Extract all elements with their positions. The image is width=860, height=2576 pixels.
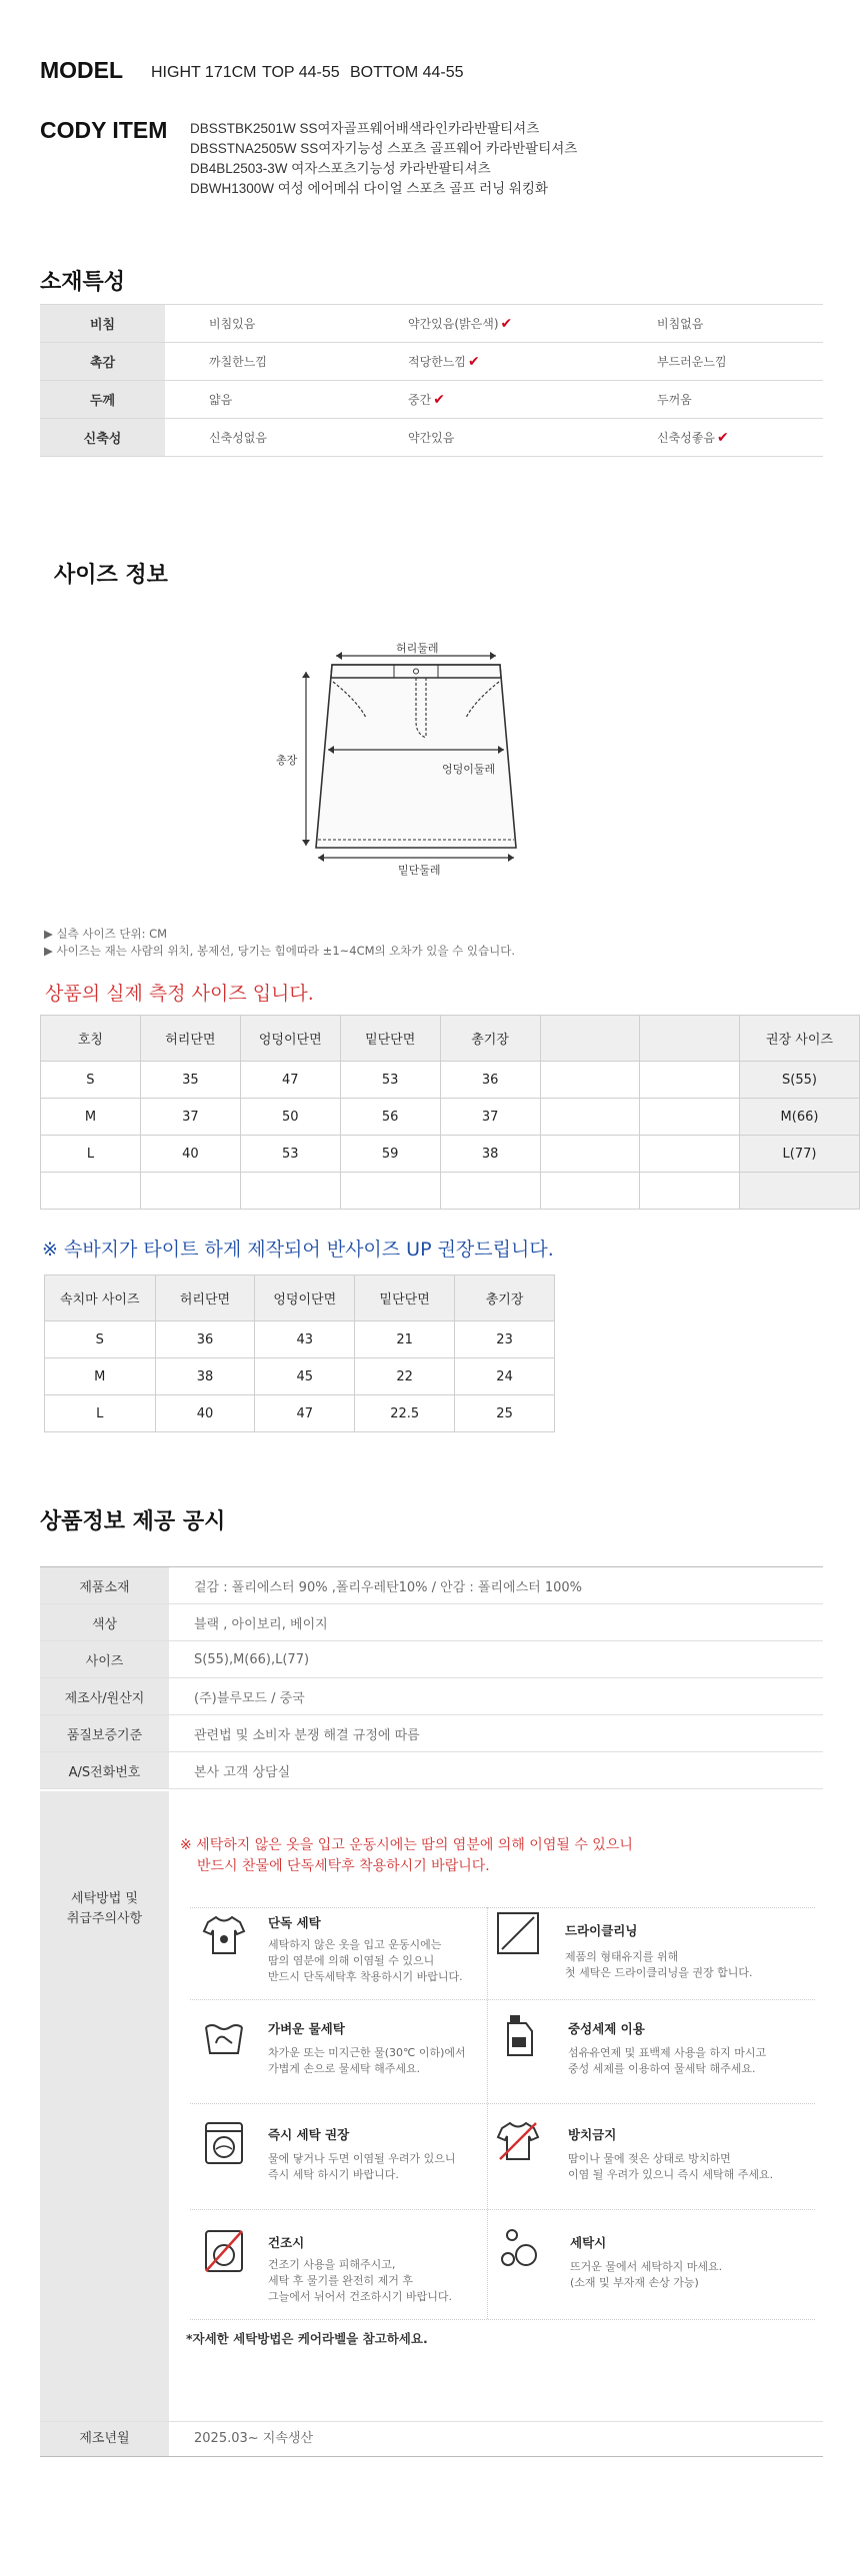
care-item-desc [568,2151,818,2183]
diagram-waist-label: 허리둘레 [396,642,439,655]
size-table-cell [640,1173,740,1210]
size-table-cell: S(55) [740,1062,860,1099]
size-table-header-cell: 권장 사이즈 [740,1016,860,1062]
size-table-cell: L [45,1395,156,1432]
care-desc-line: 반드시 단독세탁후 착용하시기 바랍니다. [268,1970,463,1983]
material-option [165,381,364,419]
care-desc-line: 그늘에서 뉘어서 건조하시기 바랍니다. [268,2290,453,2303]
size-table-row [41,1136,860,1173]
care-item-title: 드라이클리닝 [565,1923,638,1938]
size-table-cell: S [45,1321,156,1358]
product-info-label: 색상 [40,1604,169,1641]
size-table-cell: L [41,1136,141,1173]
care-label-line: 세탁방법 및 [71,1891,138,1906]
product-info-row [40,1641,823,1678]
material-row-label: 두께 [40,381,165,419]
size-table-cell: M(66) [740,1099,860,1136]
date-label: 제조년월 [40,2422,169,2456]
cody-item-label: CODY ITEM [40,117,168,143]
size-table-cell: 38 [155,1358,255,1395]
care-desc-line: 세탁 후 물기를 완전히 제거 후 [268,2274,413,2287]
care-grid-line [190,2209,815,2210]
material-option [165,419,364,457]
size-table-cell: 45 [255,1358,355,1395]
size-note-tolerance: ▶ 사이즈는 재는 사람의 위치, 봉제선, 당기는 힘에따라 ±1~4CM의 오차가 있을 수 있습니다. [44,944,516,958]
checkmark-icon: ✔ [433,392,445,408]
cody-item: DBWH1300W 여성 에어메쉬 다이얼 스포츠 골프 러닝 워킹화 [190,181,549,196]
care-item-title: 즉시 세탁 권장 [268,2127,350,2142]
material-row [40,419,823,457]
size-table-cell [640,1099,740,1136]
size-table-header-row [41,1016,860,1062]
size-table-cell: 35 [140,1062,240,1099]
care-item-desc [570,2259,820,2291]
size-table-cell: 37 [440,1099,540,1136]
size-table-cell [540,1136,640,1173]
size-table-cell [440,1173,540,1210]
size-table-cell: 40 [155,1395,255,1432]
care-item-desc [268,1937,484,1985]
size-table-header-cell: 밑단단면 [355,1276,455,1321]
model-bottom-size: BOTTOM 44-55 [350,64,464,81]
size-table-cell: M [41,1099,141,1136]
care-item-title: 건조시 [268,2235,305,2250]
product-info-title: 상품정보 제공 공시 [40,1509,226,1534]
care-item-desc [565,1949,815,1981]
size-table-cell: 22 [355,1358,455,1395]
material-option-text: 적당한느낌 [408,355,466,369]
care-desc-line: 차가운 또는 미지근한 물(30℃ 이하)에서 [268,2046,466,2059]
diagram-length-label: 총장 [276,754,298,767]
size-table-cell [540,1062,640,1099]
material-option-text: 약간있음 [408,431,455,445]
care-label [40,1889,169,1929]
product-info-label: 사이즈 [40,1641,169,1678]
size-table-cell: 37 [140,1099,240,1136]
care-item-title: 방치금지 [568,2127,617,2142]
care-desc-line: 뜨거운 물에서 세탁하지 마세요. [570,2260,723,2273]
product-info-value: 겉감 : 폴리에스터 90% ,폴리우레탄10% / 안감 : 폴리에스터 100% [169,1567,823,1604]
size-table-cell: 50 [240,1099,340,1136]
care-desc-line: 제품의 형태유지를 위해 [565,1950,679,1963]
detergent-icon [496,2011,544,2059]
care-grid-line [190,1999,815,2000]
size-table-cell: 36 [440,1062,540,1099]
care-item-dry-clean [565,1921,815,1981]
size-table-cell [140,1173,240,1210]
care-warning-line: 반드시 찬물에 단독세탁후 착용하시기 바랍니다. [197,1858,490,1874]
size-table-row [45,1395,555,1432]
cody-item: DB4BL2503-3W 여자스포츠기능성 카라반팔티셔츠 [190,161,491,176]
checkmark-icon: ✔ [500,316,513,332]
material-row [40,343,823,381]
material-option-text: 비침있음 [209,317,256,331]
size-table-cell: 38 [440,1136,540,1173]
care-grid-divider [487,1907,488,2319]
checkmark-icon: ✔ [716,430,729,446]
care-item-detergent [568,2019,818,2077]
product-info-label: 품질보증기준 [40,1715,169,1752]
size-table-cell [640,1062,740,1099]
size-table-cell [240,1173,340,1210]
care-item-desc [268,2045,484,2077]
size-table-cell: M [45,1358,156,1395]
skirt-diagram [270,630,560,890]
size-table-header-cell [540,1016,640,1062]
size-table [40,1015,860,1210]
size-table-row [41,1099,860,1136]
bubbles-icon [496,2225,544,2273]
product-info-value: 관련법 및 소비자 분쟁 해결 규정에 따름 [169,1715,823,1752]
size-info-title: 사이즈 정보 [54,563,168,588]
care-desc-line: 세탁하지 않은 옷을 입고 운동시에는 [268,1938,442,1951]
product-info-value: 블랙 , 아이보리, 베이지 [169,1604,823,1641]
material-option-text: 까칠한느낌 [209,355,267,369]
size-table-cell: 24 [455,1358,555,1395]
size-table-cell: 59 [340,1136,440,1173]
care-item-desc [568,2045,818,2077]
product-info-value: S(55),M(66),L(77) [169,1641,823,1678]
care-desc-line: 땀의 염분에 의해 이염될 수 있으니 [268,1954,435,1967]
size-table-row [41,1173,860,1210]
care-footnote: *자세한 세탁방법은 케어라벨을 참고하세요. [186,2331,428,2346]
material-option [165,305,364,343]
product-info-row [40,1604,823,1641]
product-info-label: 제조사/원산지 [40,1678,169,1715]
size-table-cell [540,1099,640,1136]
size-table-cell: 22.5 [355,1395,455,1432]
material-option [364,305,613,343]
dry-clean-icon [494,1909,542,1957]
material-row [40,305,823,343]
size-table-cell: 53 [340,1062,440,1099]
material-option [364,381,613,419]
material-option [364,419,613,457]
product-info-row [40,1715,823,1752]
size-table-cell: 47 [240,1062,340,1099]
diagram-hem-label: 밑단둘레 [398,864,441,877]
material-table [40,304,823,457]
care-item-single-wash [268,1913,484,1985]
checkmark-icon: ✔ [467,354,480,370]
material-option [165,343,364,381]
info-bottom-line [40,2456,823,2457]
material-title: 소재특성 [40,270,126,295]
size-note-unit: ▶ 실측 사이즈 단위: CM [44,927,168,941]
no-leave-icon [494,2117,542,2165]
material-option [364,343,613,381]
size-table-cell [340,1173,440,1210]
size-table-cell: 23 [455,1321,555,1358]
care-desc-line: 첫 세탁은 드라이클리닝을 권장 합니다. [565,1966,753,1979]
care-desc-line: 중성 세제를 이용하여 물세탁 해주세요. [568,2062,756,2075]
care-grid-line [190,1907,815,1908]
care-desc-line: 이염 될 우려가 있으니 즉시 세탁해 주세요. [568,2168,774,2181]
washing-machine-icon [200,2119,248,2167]
cody-item: DBSSTNA2505W SS여자기능성 스포츠 골프웨어 카라반팔티셔츠 [190,141,578,156]
care-item-drying [268,2233,484,2305]
material-row-label: 신축성 [40,419,165,457]
size-table-cell: 53 [240,1136,340,1173]
material-row-label: 비침 [40,305,165,343]
product-info-label: A/S전화번호 [40,1752,169,1789]
care-desc-line: 가볍게 손으로 물세탁 해주세요. [268,2062,421,2075]
care-item-desc [268,2257,484,2305]
size-table-header-cell: 속치마 사이즈 [45,1276,156,1321]
product-info-label: 제품소재 [40,1567,169,1604]
care-item-no-leave [568,2125,818,2183]
size-table-cell [41,1173,141,1210]
care-item-title: 가벼운 물세탁 [268,2021,345,2036]
size-table-cell: 56 [340,1099,440,1136]
product-info-row [40,1752,823,1789]
size-table-cell: 47 [255,1395,355,1432]
size-table-row [41,1062,860,1099]
care-desc-line: 섬유유연제 및 표백제 사용을 하지 마시고 [568,2046,767,2059]
cody-item: DBSSTBK2501W SS여자골프웨어배색라인카라반팔티셔츠 [190,121,540,136]
product-info-table [40,1567,823,1789]
size-table-cell: 36 [155,1321,255,1358]
size-table-header-cell: 밑단단면 [340,1016,440,1062]
material-option [613,381,823,419]
no-dryer-icon [200,2227,248,2275]
product-info-value: 본사 고객 상담실 [169,1752,823,1789]
size-table-cell: 40 [140,1136,240,1173]
size-table-cell: 21 [355,1321,455,1358]
care-item-washing [570,2233,820,2291]
care-label-line: 취급주의사항 [66,1911,143,1926]
product-info-row [40,1678,823,1715]
size-table-cell [540,1173,640,1210]
care-grid-line [190,2319,815,2320]
material-option [613,343,823,381]
size-table-cell: S [41,1062,141,1099]
care-item-title: 단독 세탁 [268,1915,321,1930]
material-row [40,381,823,419]
care-desc-line: 물에 닿거나 두면 이염될 우려가 있으니 [268,2152,456,2165]
material-option-text: 부드러운느낌 [657,355,727,369]
material-option [613,305,823,343]
care-desc-line: (소재 및 부자재 손상 가능) [570,2276,699,2289]
size-table-header-cell: 허리단면 [140,1016,240,1062]
care-desc-line: 땀이나 물에 젖은 상태로 방치하면 [568,2152,731,2165]
material-option-text: 얇음 [209,393,233,407]
material-option-text: 두꺼움 [657,393,692,407]
size-table-header-cell: 총기장 [440,1016,540,1062]
product-info-row [40,1567,823,1604]
care-item-title: 중성세제 이용 [568,2021,645,2036]
material-option-text: 약간있음(밝은색) [408,317,499,331]
material-option-text: 비침없음 [657,317,704,331]
inner-size-title: ※ 속바지가 타이트 하게 제작되어 반사이즈 UP 권장드립니다. [42,1239,554,1261]
model-label: MODEL [40,57,124,83]
product-info-value: (주)블루모드 / 중국 [169,1678,823,1715]
size-table-row [45,1358,555,1395]
model-height: HIGHT 171CM [151,64,257,81]
care-desc-line: 건조기 사용을 피해주시고, [268,2258,396,2271]
care-item-desc [268,2151,484,2183]
tshirt-icon [200,1911,248,1959]
size-table-row [45,1321,555,1358]
diagram-hip-label: 엉덩이둘레 [442,763,496,776]
size-table-cell [740,1173,860,1210]
cody-item-list [190,119,577,199]
material-option-text: 중간 [408,393,432,407]
size-table-header-cell: 엉덩이단면 [255,1276,355,1321]
size-table-cell [640,1136,740,1173]
model-top-size: TOP 44-55 [262,64,340,81]
material-option [613,419,823,457]
care-grid-line [190,2103,815,2104]
size-table-cell: L(77) [740,1136,860,1173]
care-label-cell [40,1791,169,2421]
care-item-title: 세탁시 [570,2235,607,2250]
size-table-header-cell [640,1016,740,1062]
size-table-header-cell: 호칭 [41,1016,141,1062]
actual-size-title: 상품의 실제 측정 사이즈 입니다. [45,983,314,1005]
size-table-cell: 43 [255,1321,355,1358]
material-option-text: 신축성없음 [209,431,267,445]
material-option-text: 신축성좋음 [657,431,715,445]
care-item-instant-wash [268,2125,484,2183]
size-table-header-cell: 엉덩이단면 [240,1016,340,1062]
material-row-label: 촉감 [40,343,165,381]
care-item-hand-wash [268,2019,484,2077]
size-table-header-cell: 총기장 [455,1276,555,1321]
hand-wash-icon [200,2013,248,2061]
care-warning-line: ※ 세탁하지 않은 옷을 입고 운동시에는 땀의 염분에 의해 이염될 수 있으니 [180,1837,633,1853]
care-desc-line: 즉시 세탁 하시기 바랍니다. [268,2168,399,2181]
size-table-header-row [45,1276,555,1321]
size-table-header-cell: 허리단면 [155,1276,255,1321]
date-value: 2025.03~ 지속생산 [194,2431,314,2446]
inner-size-table [44,1275,555,1432]
care-warning [180,1835,633,1877]
size-table-cell: 25 [455,1395,555,1432]
